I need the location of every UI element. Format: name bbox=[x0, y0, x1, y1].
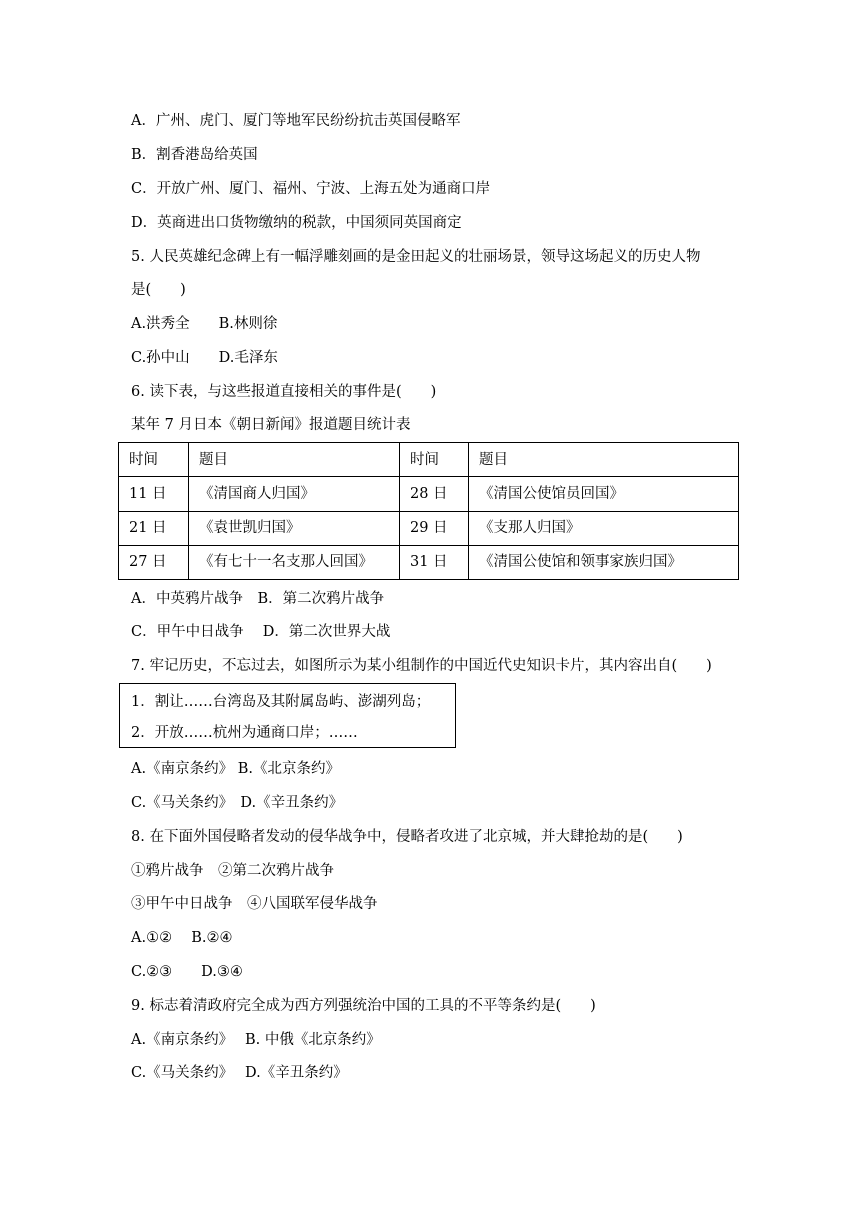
q5-options-row2: C.孙中山 D.毛泽东 bbox=[131, 350, 278, 366]
q7-options-row2: C.《马关条约》 D.《辛丑条约》 bbox=[131, 795, 344, 811]
q7-card-line1: 1．割让……台湾岛及其附属岛屿、澎湖列岛； bbox=[131, 694, 431, 710]
table-header-cell: 时间 bbox=[119, 443, 189, 477]
table-cell: 《清国公使馆和领事家族归国》 bbox=[469, 545, 739, 579]
q5-options-row1: A.洪秀全 B.林则徐 bbox=[131, 316, 278, 332]
q6-options-row1: A．中英鸦片战争 B．第二次鸦片战争 bbox=[131, 591, 385, 607]
table-row bbox=[119, 477, 739, 511]
table-cell: 《清国商人归国》 bbox=[189, 477, 400, 511]
q6-options-row2: C．甲午中日战争 D．第二次世界大战 bbox=[131, 624, 391, 640]
q4-option-a: A．广州、虎门、厦门等地军民纷纷抗击英国侵略军 bbox=[131, 113, 461, 129]
q7-card-line2: 2．开放……杭州为通商口岸；…… bbox=[131, 725, 358, 741]
table-cell: 《清国公使馆员回国》 bbox=[469, 477, 739, 511]
q7-options-row1: A.《南京条约》 B.《北京条约》 bbox=[131, 761, 340, 777]
q8-options-row1: A.①② B.②④ bbox=[131, 930, 233, 946]
q5-stem-line2: 是( ) bbox=[131, 282, 186, 298]
q5-stem-line1: 5. 人民英雄纪念碑上有一幅浮雕刻画的是金田起义的壮丽场景，领导这场起义的历史人物 bbox=[131, 249, 701, 265]
table-cell: 《支那人归国》 bbox=[469, 511, 739, 545]
table-cell: 《袁世凯归国》 bbox=[189, 511, 400, 545]
table-cell: 11 日 bbox=[119, 477, 189, 511]
q6-stem: 6. 读下表，与这些报道直接相关的事件是( ) bbox=[131, 384, 437, 400]
table-cell: 21 日 bbox=[119, 511, 189, 545]
q6-table-caption: 某年 7 月日本《朝日新闻》报道题目统计表 bbox=[131, 417, 411, 433]
table-cell: 31 日 bbox=[400, 545, 469, 579]
q9-stem: 9. 标志着清政府完全成为西方列强统治中国的工具的不平等条约是( ) bbox=[131, 998, 596, 1014]
q8-items-row1: ①鸦片战争 ②第二次鸦片战争 bbox=[131, 863, 334, 879]
table-cell: 29 日 bbox=[400, 511, 469, 545]
q9-options-row1: A.《南京条约》 B. 中俄《北京条约》 bbox=[131, 1032, 381, 1048]
table-header-cell: 题目 bbox=[189, 443, 400, 477]
q4-option-d: D．英商进出口货物缴纳的税款，中国须同英国商定 bbox=[131, 215, 462, 231]
q4-option-b: B．割香港岛给英国 bbox=[131, 147, 258, 163]
table-header-cell: 时间 bbox=[400, 443, 469, 477]
table-header-cell: 题目 bbox=[469, 443, 739, 477]
q8-stem: 8. 在下面外国侵略者发动的侵华战争中，侵略者攻进了北京城，并大肆抢劫的是( ) bbox=[131, 829, 683, 845]
table-header-row bbox=[119, 443, 739, 477]
table-cell: 《有七十一名支那人回国》 bbox=[189, 545, 400, 579]
q9-options-row2: C.《马关条约》 D.《辛丑条约》 bbox=[131, 1065, 348, 1081]
table-cell: 28 日 bbox=[400, 477, 469, 511]
table-cell: 27 日 bbox=[119, 545, 189, 579]
q7-knowledge-card bbox=[119, 683, 456, 748]
q4-option-c: C．开放广州、厦门、福州、宁波、上海五处为通商口岸 bbox=[131, 181, 491, 197]
table-row bbox=[119, 545, 739, 579]
q8-options-row2: C.②③ D.③④ bbox=[131, 964, 243, 980]
q6-table bbox=[118, 442, 739, 580]
q8-items-row2: ③甲午中日战争 ④八国联军侵华战争 bbox=[131, 896, 378, 912]
table-row bbox=[119, 511, 739, 545]
q7-stem: 7. 牢记历史，不忘过去，如图所示为某小组制作的中国近代史知识卡片，其内容出自( ) bbox=[131, 658, 712, 674]
